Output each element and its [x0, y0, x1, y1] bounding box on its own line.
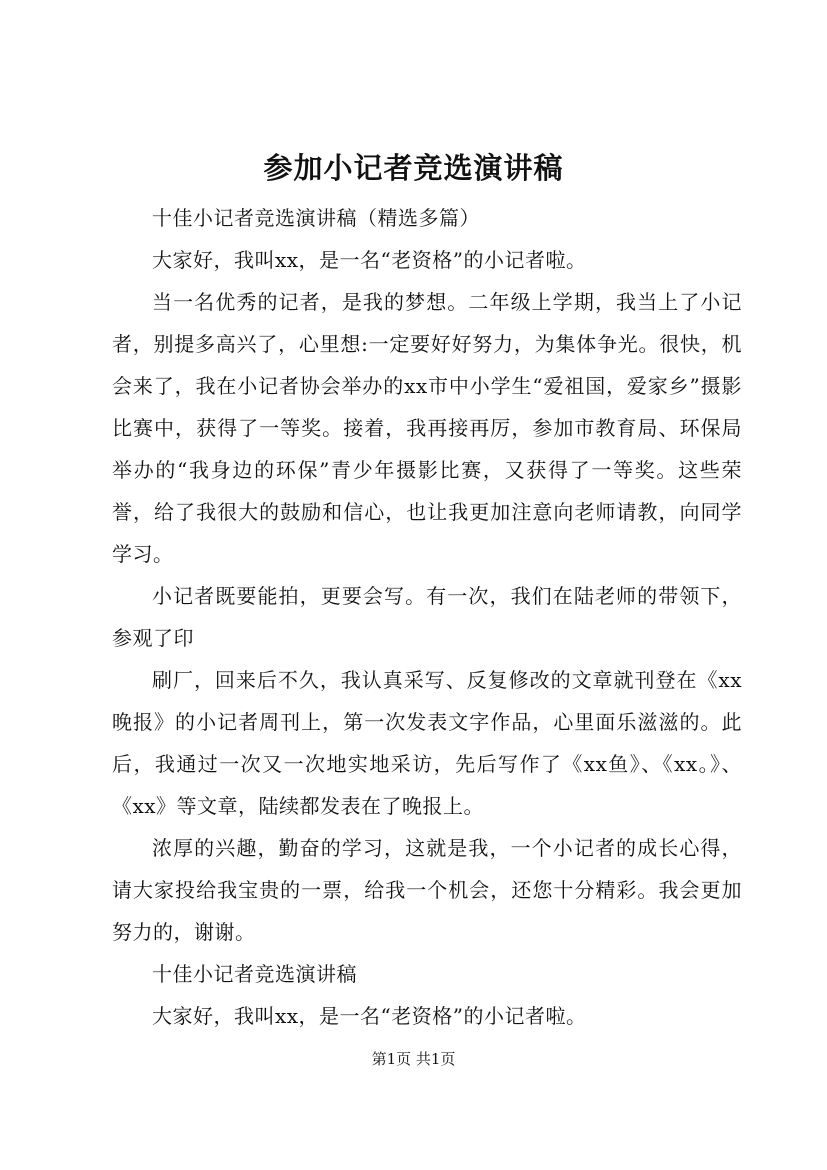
paragraph-subtitle: 十佳小记者竞选演讲稿（精选多篇） — [152, 206, 480, 230]
paragraph-writing: 小记者既要能拍，更要会写。有一次，我们在陆老师的带领下，参观了印 — [112, 584, 742, 650]
paragraph-dream: 当一名优秀的记者，是我的梦想。二年级上学期，我当上了小记者，别提多高兴了，心里想:一定要好好努力，为集体争光。很快，机会来了，我在小记者协会举办的xx市中小学生“爱祖国，爱家乡”摄影比赛中，获得了一等奖。接着，我再接再厉，参加市教育局、环保局举办的“我身边的环保”青少年摄影比赛，又获得了一等奖。这些荣誉，给了我很大的鼓励和信心，也让我更加注意向老师请教，向同学学习。 — [112, 290, 742, 566]
page-title: 参加小记者竞选演讲稿 — [263, 151, 564, 185]
document-body — [112, 197, 742, 1037]
page-footer: 第1页 共1页 — [371, 1050, 456, 1068]
paragraph-publication: 刷厂，回来后不久，我认真采写、反复修改的文章就刊登在《xx晚报》的小记者周刊上，第一次发表文字作品，心里面乐滋滋的。此后，我通过一次又一次地实地采访，先后写作了《xx鱼》、《xx。》、《xx》等文章，陆续都发表在了晚报上。 — [112, 668, 742, 818]
paragraph-second-title: 十佳小记者竞选演讲稿 — [152, 962, 357, 986]
paragraph-closing: 浓厚的兴趣，勤奋的学习，这就是我，一个小记者的成长心得，请大家投给我宝贵的一票，给我一个机会，还您十分精彩。我会更加努力的，谢谢。 — [112, 836, 742, 944]
paragraph-greeting: 大家好，我叫xx，是一名“老资格”的小记者啦。 — [152, 248, 587, 272]
paragraph-second-greeting: 大家好，我叫xx，是一名“老资格”的小记者啦。 — [152, 1004, 587, 1028]
